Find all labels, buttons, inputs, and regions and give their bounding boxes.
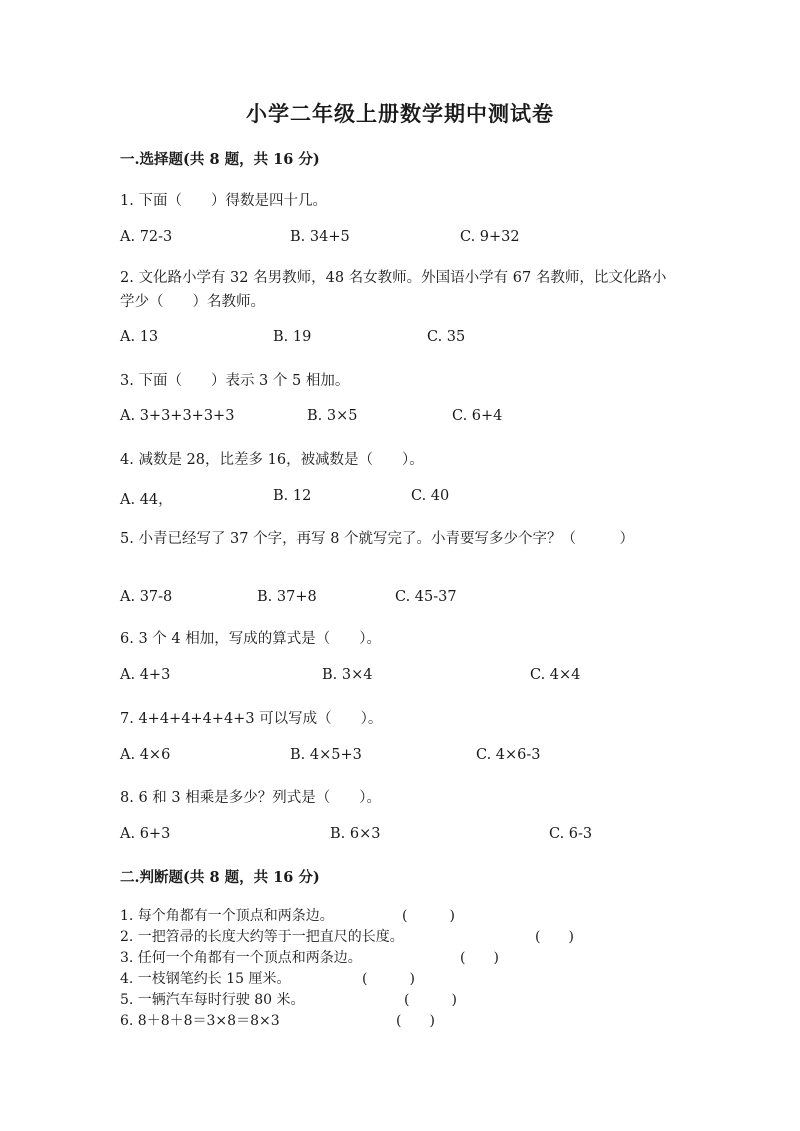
judgment-answer-3: ( ) xyxy=(460,950,499,966)
section-heading-choice: 一.选择题(共 8 题，共 16 分) xyxy=(120,151,320,168)
q1-option-a: A. 72-3 xyxy=(120,229,173,245)
q5-option-c: C. 45-37 xyxy=(395,589,457,605)
question-5: 5. 小青已经写了 37 个字，再写 8 个就写完了。小青要写多少个字？（ ） xyxy=(120,531,635,547)
judgment-answer-2: ( ) xyxy=(535,929,574,945)
judgment-item-1: 1. 每个角都有一个顶点和两条边。 xyxy=(120,908,334,924)
judgment-answer-1: ( ) xyxy=(402,908,455,924)
q7-option-a: A. 4×6 xyxy=(120,747,171,763)
q2-option-a: A. 13 xyxy=(120,329,159,345)
judgment-answer-5: ( ) xyxy=(404,992,457,1008)
question-1: 1. 下面（ ）得数是四十几。 xyxy=(120,193,327,209)
judgment-item-3: 3. 任何一个角都有一个顶点和两条边。 xyxy=(120,950,362,966)
question-7: 7. 4+4+4+4+4+3 可以写成（ ）。 xyxy=(120,711,383,727)
judgment-answer-6: ( ) xyxy=(396,1013,435,1029)
q3-option-c: C. 6+4 xyxy=(452,408,503,424)
judgment-item-5: 5. 一辆汽车每时行驶 80 米。 xyxy=(120,992,305,1008)
page-title: 小学二年级上册数学期中测试卷 xyxy=(246,101,554,126)
question-6: 6. 3 个 4 相加，写成的算式是（ ）。 xyxy=(120,631,381,647)
q8-option-b: B. 6×3 xyxy=(330,826,381,842)
q5-option-b: B. 37+8 xyxy=(257,589,317,605)
q7-option-b: B. 4×5+3 xyxy=(290,747,362,763)
question-4: 4. 减数是 28，比差多 16，被减数是（ ）。 xyxy=(120,452,424,468)
q1-option-b: B. 34+5 xyxy=(290,229,350,245)
q8-option-c: C. 6-3 xyxy=(549,826,593,842)
q3-option-b: B. 3×5 xyxy=(307,408,358,424)
q2-option-b: B. 19 xyxy=(273,329,312,345)
judgment-item-4: 4. 一枝钢笔约长 15 厘米。 xyxy=(120,971,291,987)
q1-option-c: C. 9+32 xyxy=(460,229,520,245)
q4-option-b: B. 12 xyxy=(273,488,312,504)
question-3: 3. 下面（ ）表示 3 个 5 相加。 xyxy=(120,373,350,389)
q4-option-c: C. 40 xyxy=(411,488,450,504)
q4-option-a: A. 44， xyxy=(120,492,173,508)
judgment-answer-4: ( ) xyxy=(362,971,415,987)
judgment-item-6: 6. 8＋8＋8＝3×8＝8×3 xyxy=(120,1013,280,1029)
q3-option-a: A. 3+3+3+3+3 xyxy=(120,408,235,424)
question-2: 2. 文化路小学有 32 名男教师，48 名女教师。外国语小学有 67 名教师，比文化路小学少（ ）名教师。 xyxy=(120,270,667,310)
judgment-item-2: 2. 一把笤帚的长度大约等于一把直尺的长度。 xyxy=(120,929,404,945)
q6-option-c: C. 4×4 xyxy=(530,667,581,683)
q7-option-c: C. 4×6-3 xyxy=(476,747,541,763)
section-heading-judgment: 二.判断题(共 8 题，共 16 分) xyxy=(120,869,320,886)
q5-option-a: A. 37-8 xyxy=(120,589,173,605)
q6-option-b: B. 3×4 xyxy=(322,667,373,683)
q6-option-a: A. 4+3 xyxy=(120,667,171,683)
question-8: 8. 6 和 3 相乘是多少？列式是（ ）。 xyxy=(120,790,381,806)
q8-option-a: A. 6+3 xyxy=(120,826,171,842)
q2-option-c: C. 35 xyxy=(427,329,466,345)
